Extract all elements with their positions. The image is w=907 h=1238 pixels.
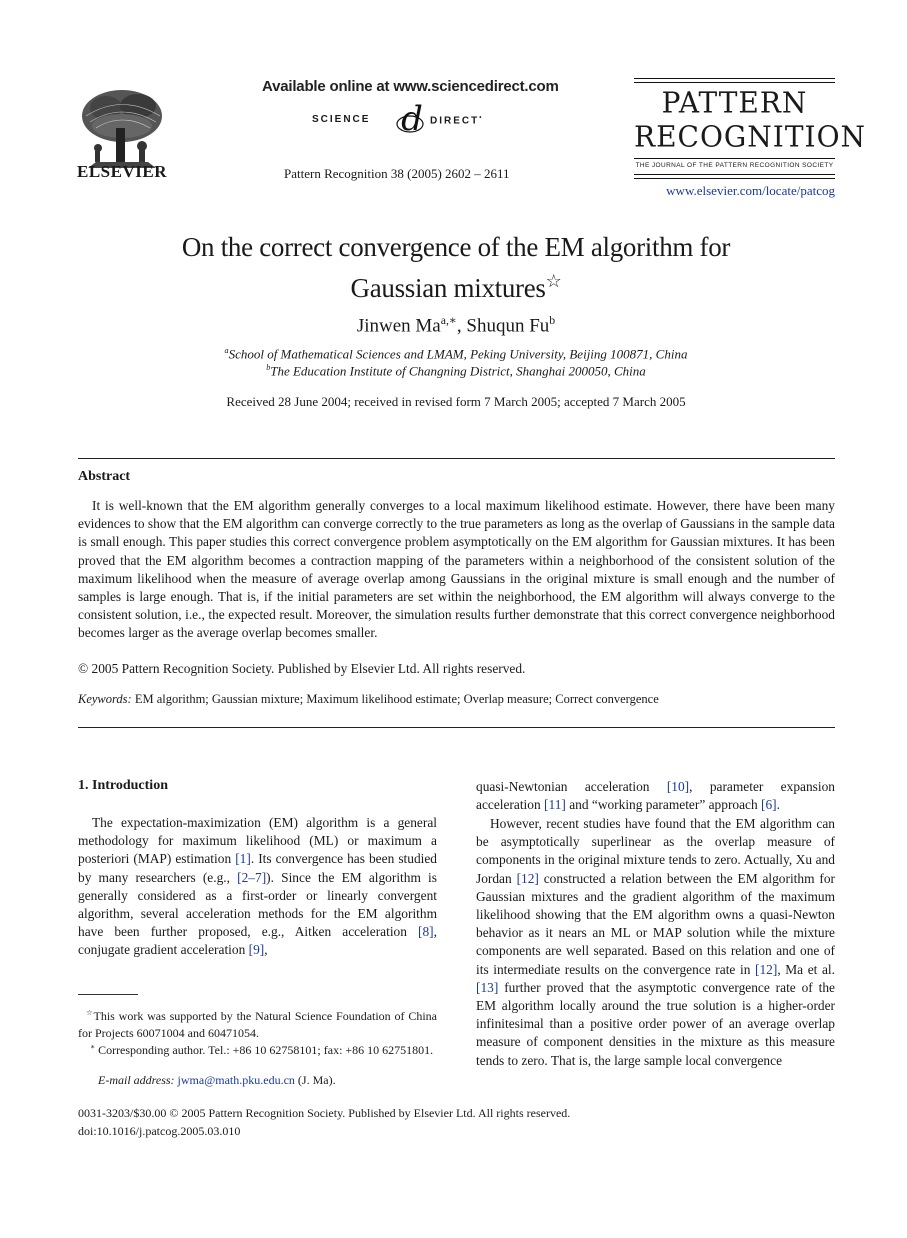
abstract-heading: Abstract (78, 469, 131, 484)
footnote-text: Corresponding author. Tel.: +86 10 62758101; fax: +86 10 62751801. (95, 1043, 434, 1057)
journal-subtitle: THE JOURNAL OF THE PATTERN RECOGNITION SOCIETY (635, 162, 834, 169)
citation-link[interactable]: [13] (476, 979, 499, 995)
footnote-mark: ☆ (86, 1008, 94, 1017)
divider (78, 458, 835, 459)
abstract-body: It is well-known that the EM algorithm generally converges to a local maximum likelihood estimate. However, there have been many evidences to show that the EM algorithm can converge correctly to the true parameters as long as the overlap of Gaussians in the sample data is small enough. This paper studies this correct convergence problem asymptotically on the EM algorithm for Gaussian mixtures. It has been proved that the EM algorithm becomes a contraction mapping of the parameters within a neighborhood of the consistent solution of the maximum likelihood when the measure of average overlap among Gaussians in the original mixture is small enough and the number of samples is large enough. That is, if the initial parameters are set within the neighborhood, the EM algorithm will always converge to the consistent solution, i.e., the expected result. Moreover, the simulation results further demonstrate that this correct convergence neighborhood becomes larger as the average overlap becomes smaller. (78, 498, 835, 641)
sciencedirect-logo (312, 100, 492, 140)
citation-link[interactable]: [12] (516, 870, 539, 886)
affiliation-mark: b (266, 363, 271, 372)
author-name: Shuqun Fu (466, 315, 550, 337)
article-title (80, 230, 832, 305)
author-list (80, 313, 832, 337)
abstract-copyright: © 2005 Pattern Recognition Society. Published by Elsevier Ltd. All rights reserved. (78, 661, 526, 676)
footnote-mark: ∗ (90, 1042, 96, 1051)
svg-text:d: d (401, 100, 423, 136)
text: , parameter expansion acceleration (476, 779, 835, 813)
footnote-email (78, 1072, 437, 1089)
affiliation-b (80, 363, 832, 379)
intro-paragraph-2 (476, 815, 835, 1070)
author-separator: , (456, 315, 467, 337)
received-dates: Received 28 June 2004; received in revised form 7 March 2005; accepted 7 March 2005 (226, 394, 686, 409)
citation-link[interactable]: [10] (666, 779, 690, 794)
intro-paragraph-1 (78, 814, 437, 960)
citation-link[interactable]: [9] (248, 942, 265, 958)
text: quasi-Newtonian acceleration (476, 779, 667, 794)
journal-url-link[interactable]: www.elsevier.com/locate/patcog (666, 183, 835, 198)
text: , Ma et al. (777, 961, 835, 977)
citation-link[interactable]: [12] (755, 961, 778, 977)
sd-right-text: DIRECT• (430, 114, 484, 127)
keywords-label: Keywords: (78, 692, 132, 706)
citation-link[interactable]: [2–7] (237, 869, 267, 885)
journal-title-line2: RECOGNITION (634, 119, 867, 154)
text: . (776, 797, 781, 813)
journal-title-line1: PATTERN (661, 85, 808, 120)
citation-link[interactable]: [11] (544, 797, 566, 813)
intro-paragraph-1-continued (476, 778, 835, 814)
sd-left-text: SCIENCE (312, 114, 371, 125)
title-line2: Gaussian mixtures (350, 273, 546, 303)
citation-link[interactable]: [1] (235, 851, 251, 867)
footnote-funding (78, 1005, 437, 1041)
affiliation-a (80, 346, 832, 362)
journal-reference: Pattern Recognition 38 (2005) 2602 – 2611 (284, 166, 510, 181)
text: ). Since the EM algorithm is generally considered as a first-order or linearly convergent algorithm, several acceleration methods for the EM algorithm have been further proposed, e.g., Aitken acceleration (78, 869, 437, 940)
title-line1: On the correct convergence of the EM algorithm for (181, 232, 731, 262)
email-label: E-mail address: (98, 1073, 175, 1087)
text: constructed a relation between the EM algorithm for Gaussian mixtures and the gradient algorithm of the maximum likelihood showing that the EM algorithm owns a quasi-Newton behavior as it nears an ML or MAP solution while the mixture components are well separated. Based on this relation and one of its intermediate results on the convergence rate in (476, 870, 835, 977)
affiliation-text: School of Mathematical Sciences and LMAM, Peking University, Beijing 100871, China (228, 346, 688, 362)
email-suffix: (J. Ma). (294, 1073, 336, 1087)
sciencedirect-d-icon (396, 100, 428, 136)
affiliation-mark: a (224, 346, 229, 355)
text: The expectation-maximization (EM) algorithm is a general methodology for maximum likelihood (ML) or maximum a posteriori (MAP) estimation (78, 815, 437, 867)
text: . Its convergence has been studied by many researchers (e.g., (78, 851, 437, 885)
footnote-text: This work was supported by the Natural Science Foundation of China for Projects 60071004 and 60471054. (78, 1009, 437, 1040)
text: further proved that the asymptotic convergence rate of the EM algorithm locally around the true solution is a higher-order infinitesimal than a positive order power of an average overlap measure of component densities in the mixture as this measure tends to zero. That is, the large sample local convergence (476, 979, 835, 1068)
footnote-divider (78, 994, 138, 995)
text: and “working parameter” approach (565, 797, 762, 813)
keywords-list: EM algorithm; Gaussian mixture; Maximum likelihood estimate; Overlap measure; Correct convergence (131, 692, 659, 706)
author-affiliation-mark[interactable]: b (549, 314, 556, 327)
text: , (264, 942, 268, 958)
divider (78, 727, 835, 728)
doi-line[interactable]: doi:10.1016/j.patcog.2005.03.010 (78, 1124, 241, 1138)
journal-masthead (634, 78, 867, 182)
section-heading: 1. Introduction (78, 778, 168, 793)
footnote-corresponding (78, 1039, 437, 1059)
citation-link[interactable]: [6] (761, 797, 777, 813)
text: , conjugate gradient acceleration (78, 924, 437, 958)
issn-copyright-line: 0031-3203/$30.00 © 2005 Pattern Recognition Society. Published by Elsevier Ltd. All rights reserved. (78, 1106, 571, 1120)
text: However, recent studies have found that the EM algorithm can be asymptotically superlinear as the overlap measure of components in the original mixture tends to zero. Actually, Xu and Jordan (476, 816, 835, 886)
available-online-text[interactable]: Available online at www.sciencedirect.com (262, 78, 559, 95)
affiliation-text: The Education Institute of Changning District, Shanghai 200050, China (270, 363, 646, 379)
keywords (78, 692, 659, 707)
author-affiliation-mark[interactable]: a,∗ (440, 314, 457, 327)
citation-link[interactable]: [8] (418, 924, 434, 940)
author-name: Jinwen Ma (356, 315, 441, 337)
email-link[interactable]: jwma@math.pku.edu.cn (177, 1073, 295, 1087)
title-star-footnote-mark[interactable]: ☆ (545, 271, 562, 291)
publisher-logo-text: ELSEVIER (77, 162, 167, 181)
